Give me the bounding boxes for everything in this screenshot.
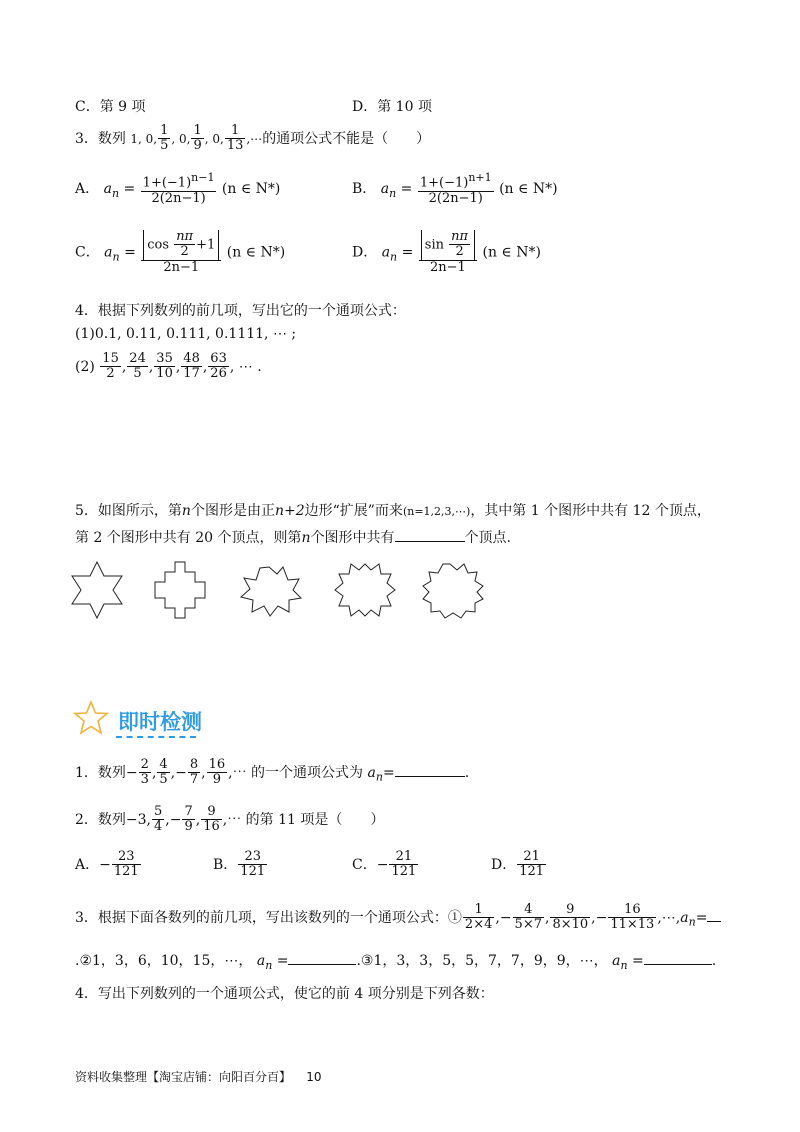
question-5-line-1: 5．如图所示，第n个图形是由正n+2边形“扩展”而来(n=1,2,3,⋯)，其中第 1 个图形中共有 12 个顶点，: [75, 503, 711, 519]
question-4: 4．根据下列数列的前几项，写出它的一个通项公式：: [75, 303, 406, 319]
hexagram-shape: [72, 562, 122, 618]
q3-option-d: D． $a_n$ = sin $\frac{n\pi}{2}$ 2n−1 (n ∈ N*): [352, 229, 541, 275]
q3-option-c: C． $a_n$ = cos $\frac{n\pi}{2}$ +1 2n−1 (n ∈ N*): [75, 229, 286, 275]
expanded-hexagon-shape: [335, 564, 395, 616]
t2-option-b: B． $\frac{23}{121}$: [213, 849, 266, 880]
test-question-1: 1．数列− $\frac{2}{3}$ , $\frac{4}{5}$ ,− $\frac{8}{7}$ , $\frac{16}{9}$ ,⋯ 的一个通项公式为 $a_n=$ .: [75, 757, 470, 788]
test-question-2: 2．数列−3, $\frac{5}{4}$ ,− $\frac{7}{9}$ , $\frac{9}{16}$ ,⋯ 的第 11 项是（ ）: [75, 804, 385, 835]
question-3: 3．数列 1, 0, $\frac{1}{5}$ , 0, $\frac{1}{9}$ , 0, $\frac{1}{13}$ ,⋯的通项公式不能是（ ）: [75, 123, 431, 154]
q3-option-b: B． $a_n$ = $\frac{1+(-1)^{n+1}}{2(2n-1)}$ (n ∈ N*): [352, 171, 558, 206]
expanded-pentagon-shape: [241, 567, 301, 616]
q4-part-2: (2) $\frac{15}{2}$ , $\frac{24}{5}$ , $\frac{35}{10}$ , $\frac{48}{17}$ , $\frac{63}{26}$ , ⋯ .: [75, 351, 262, 382]
expanded-polygons-figure: [65, 560, 495, 620]
page-number: 10: [306, 1070, 322, 1084]
t2-option-c: C．− $\frac{21}{121}$: [352, 849, 417, 880]
page-footer: 资料收集整理【淘宝店铺：向阳百分百】 10: [75, 1070, 322, 1084]
expanded-square-shape: [155, 562, 205, 618]
q4-part-1: (1)0.1, 0.11, 0.111, 0.1111, ⋯ ;: [75, 326, 297, 342]
section-title-underline: [116, 736, 196, 738]
test-question-3-line-2: .②1，3，6，10，15，⋯， $a_n$ = .③1，3，3，5，5，7，7，9，9，⋯， $a_n$ = .: [75, 950, 716, 972]
test-question-4: 4．写出下列数列的一个通项公式，使它的前 4 项分别是下列各数：: [75, 986, 494, 1002]
expanded-heptagon-shape: [423, 564, 483, 618]
section-title: 即时检测: [118, 710, 202, 734]
t2-option-a: A．− $\frac{23}{121}$: [75, 849, 139, 880]
star-icon: [73, 700, 109, 736]
question-5-line-2: 第 2 个图形中共有 20 个顶点，则第n个图形中共有 个顶点.: [75, 527, 511, 547]
q3-option-a: A． $a_n$ = $\frac{1+(-1)^{n-1}}{2(2n-1)}$ (n ∈ N*): [75, 171, 281, 206]
t2-option-d: D． $\frac{21}{121}$: [491, 849, 545, 880]
option-c: C．第 9 项: [75, 99, 146, 115]
option-d: D．第 10 项: [352, 99, 432, 115]
test-question-3-line-1: 3．根据下面各数列的前几项，写出该数列的一个通项公式：① $\frac{1}{2\times 4}$ ,− $\frac{4}{5\times 7}$ , $\frac{9}{8\times 10}$ ,− $\frac{16}{11\times 13}$ $,\cdots,a_n=$: [75, 903, 721, 933]
